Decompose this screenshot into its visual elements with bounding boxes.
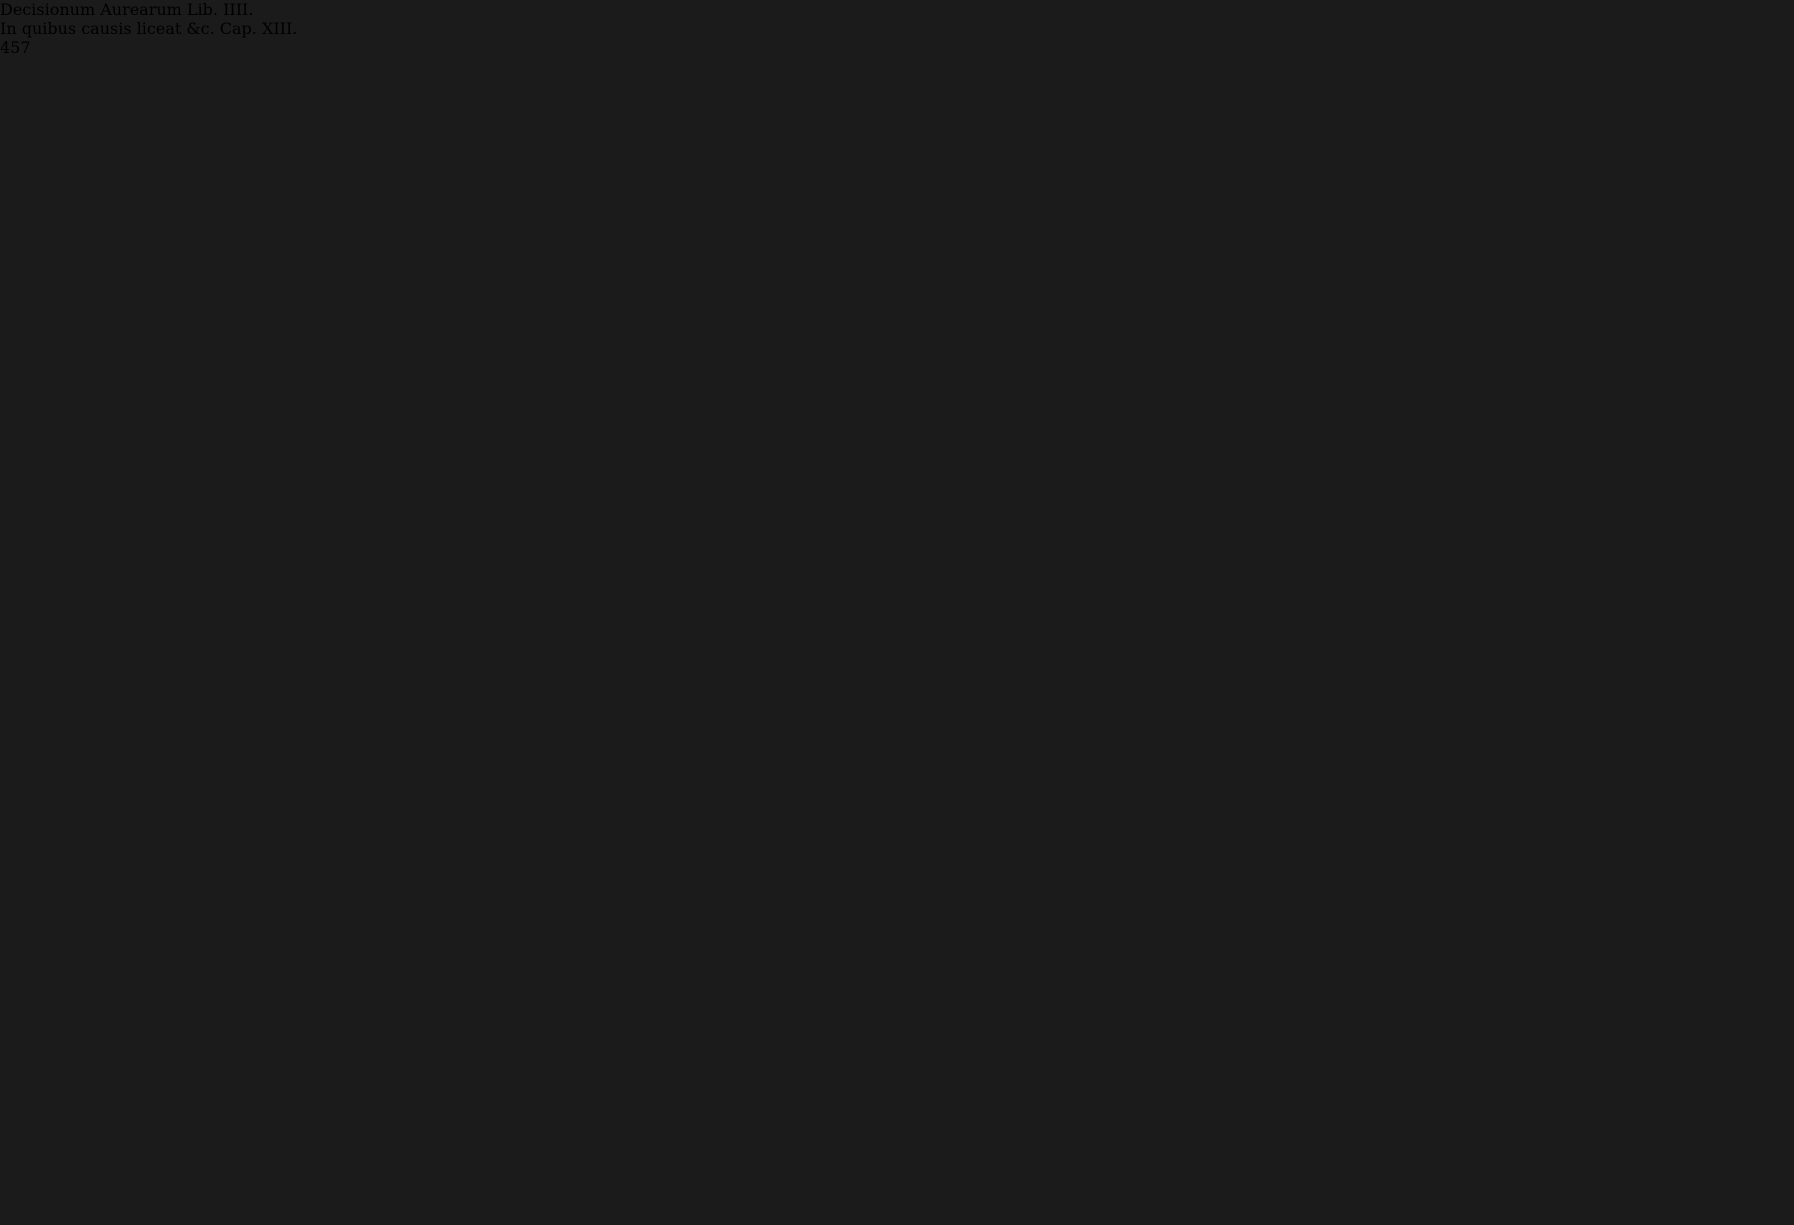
right-running-head: In quibus causis liceat &c. Cap. XIII. — [0, 19, 298, 38]
right-page — [0, 19, 1794, 57]
left-running-head: Decisionum Aurearum Lib. IIII. — [0, 0, 254, 19]
left-page — [0, 0, 1794, 19]
page-number: 457 — [0, 38, 31, 57]
